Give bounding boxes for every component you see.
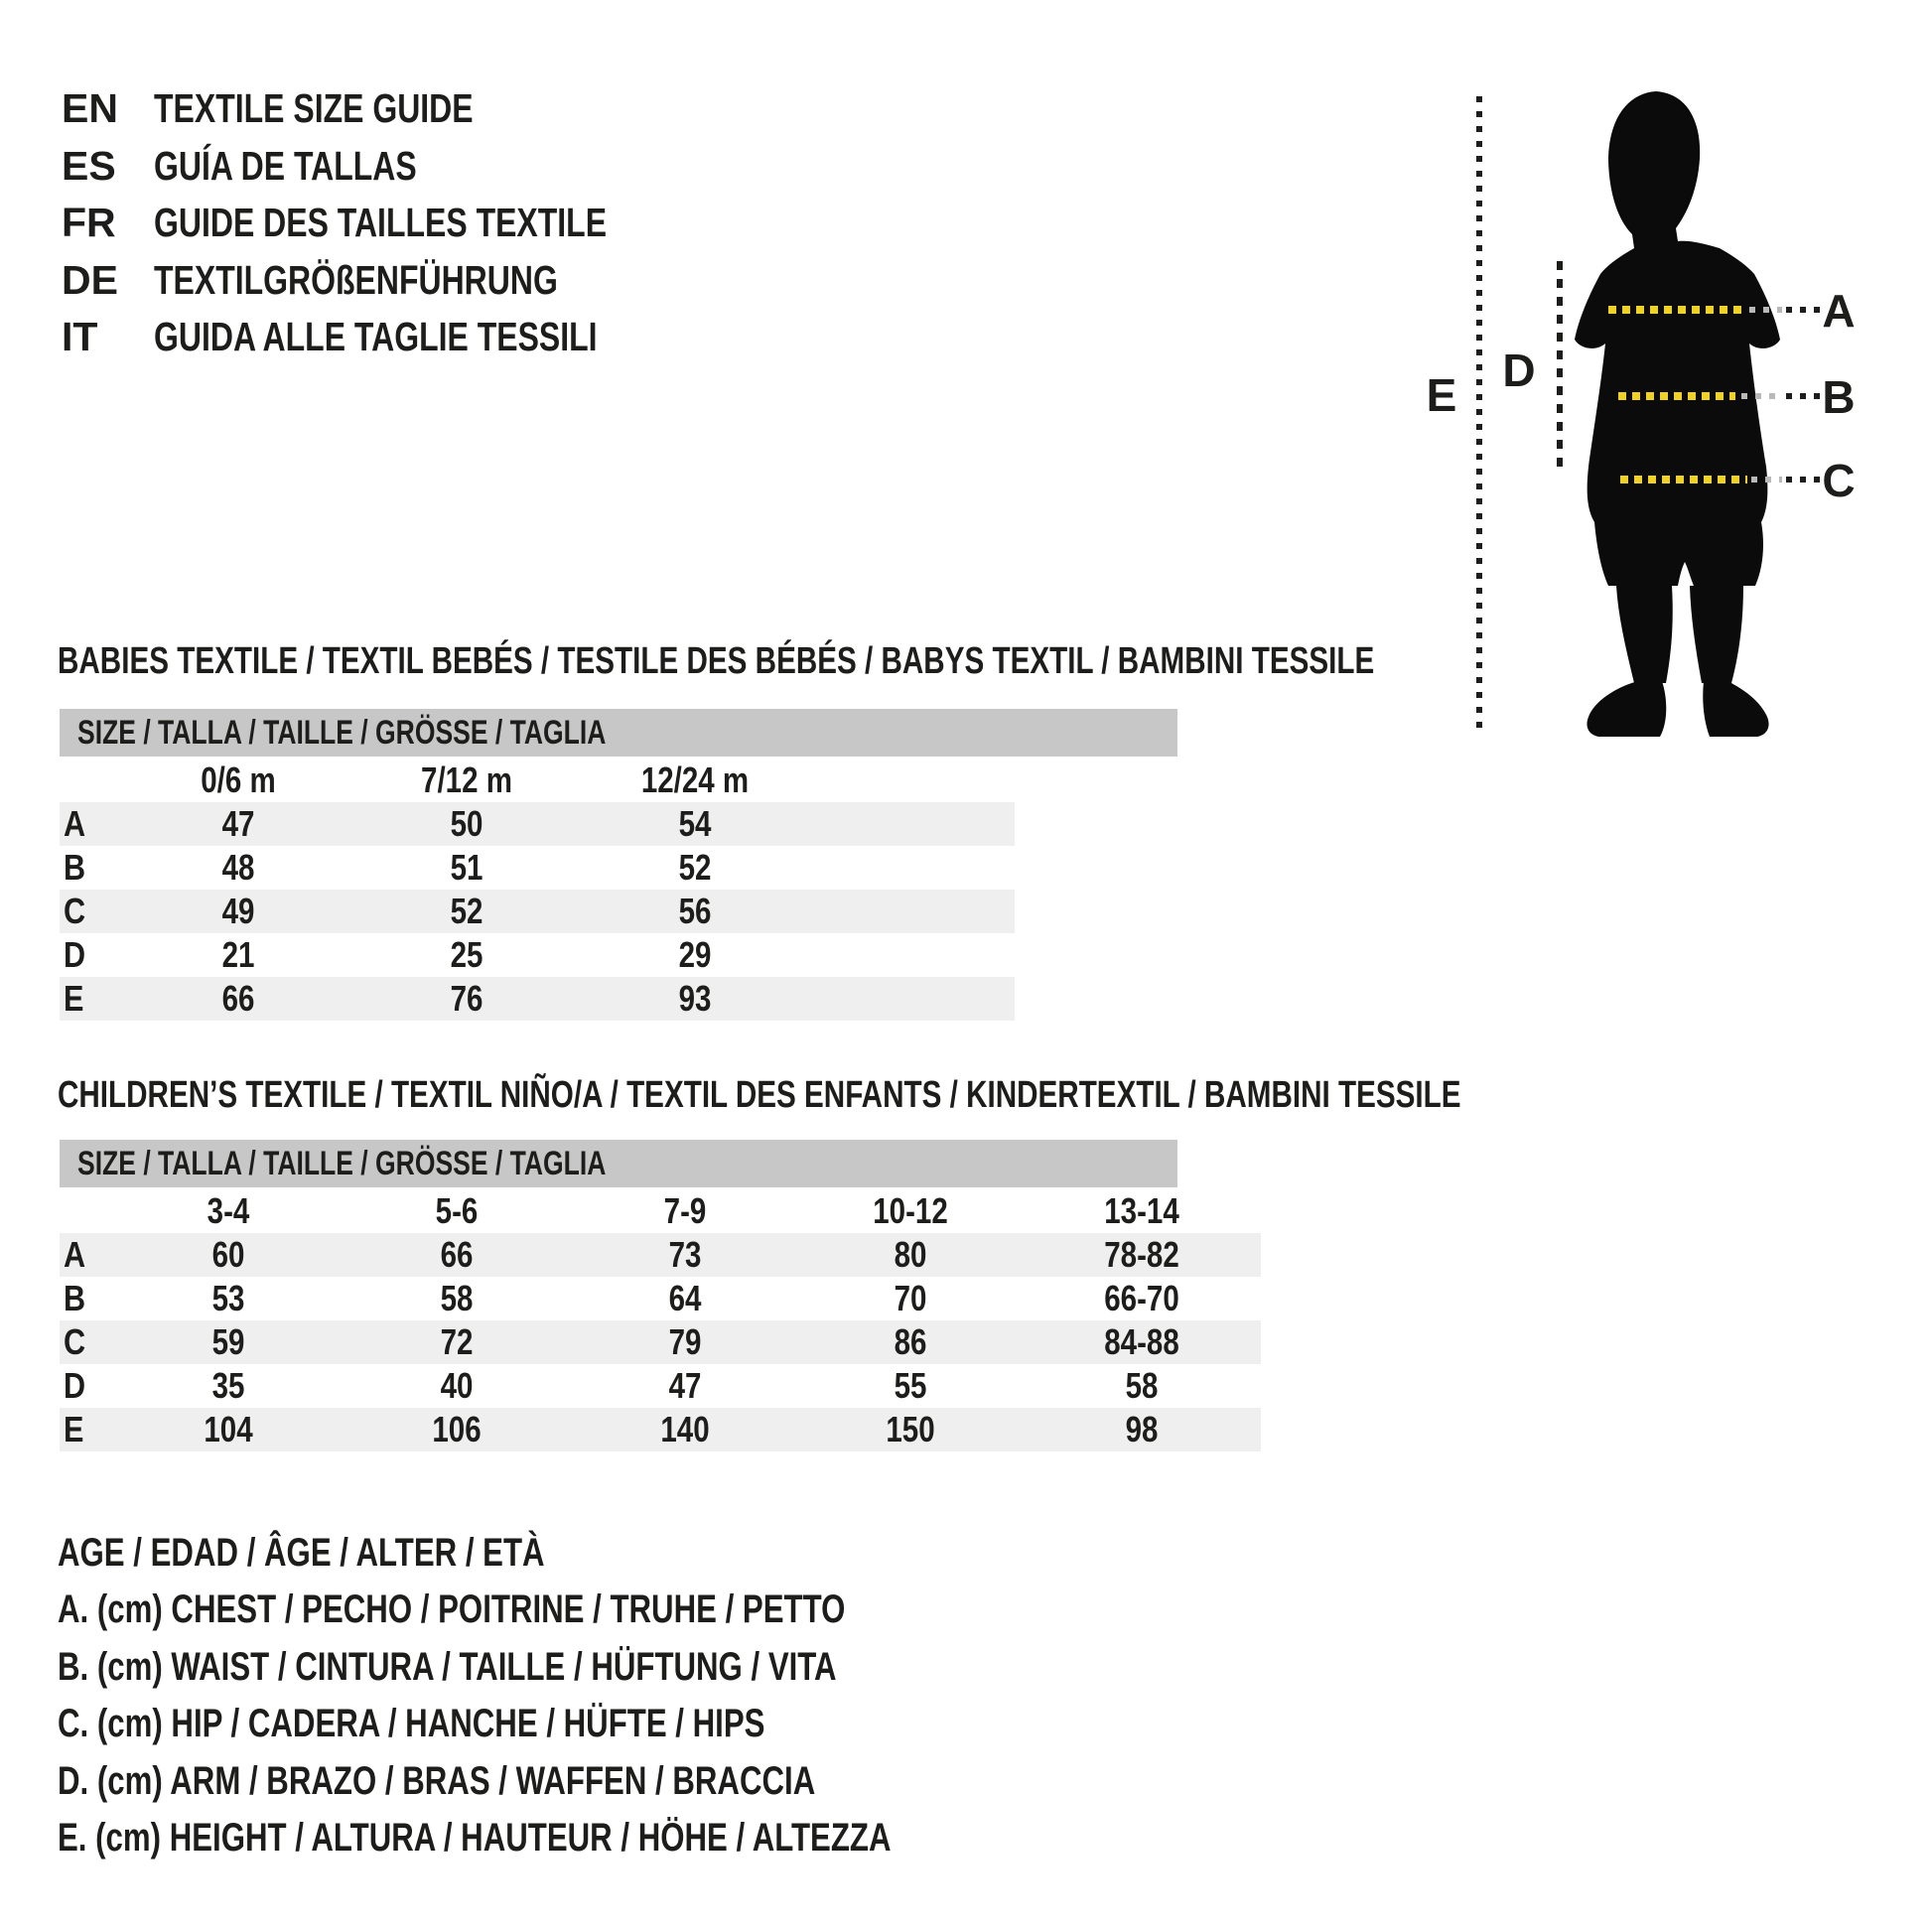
children-size-bar-text: SIZE / TALLA / TAILLE / GRÖSSE / TAGLIA (77, 1145, 607, 1182)
legend-item-waist (58, 1643, 1056, 1691)
cell: 54 (678, 803, 712, 844)
children-col-header: 10-12 (873, 1190, 948, 1231)
children-size-bar (60, 1140, 1177, 1187)
cell: 78-82 (1104, 1234, 1179, 1275)
babies-section-heading (58, 640, 1745, 682)
lang-title-en-text: TEXTILE SIZE GUIDE (154, 85, 474, 131)
figure-label-b: B (1822, 371, 1856, 423)
cell: 47 (668, 1365, 702, 1406)
cell: 73 (668, 1234, 702, 1275)
cell: 53 (211, 1278, 245, 1318)
figure-label-e: E (1426, 369, 1457, 421)
legend-item-arm-text: D. (cm) ARM / BRAZO / BRAS / WAFFEN / BRACCIA (58, 1759, 816, 1803)
lang-title-it (154, 313, 722, 360)
lang-code-it: IT (62, 314, 98, 359)
row-letter: E (64, 1409, 84, 1449)
cell: 50 (450, 803, 483, 844)
lang-title-de (154, 256, 672, 304)
row-letter: E (64, 978, 84, 1019)
children-col-header: 3-4 (207, 1190, 250, 1231)
figure-label-d: D (1502, 345, 1536, 396)
children-table (60, 1191, 1261, 1453)
lang-title-en (154, 84, 563, 132)
figure-label-c: C (1822, 455, 1856, 506)
children-row-d (60, 1364, 1261, 1408)
babies-col-header: 12/24 m (640, 759, 750, 800)
legend-age-text: AGE / EDAD / ÂGE / ALTER / ETÀ (58, 1531, 545, 1575)
row-letter: B (64, 1278, 86, 1318)
cell: 140 (660, 1409, 710, 1449)
children-row-a (60, 1233, 1261, 1277)
cell: 52 (678, 847, 712, 888)
cell: 93 (678, 978, 712, 1019)
cell: 60 (211, 1234, 245, 1275)
row-letter: D (64, 1365, 86, 1406)
row-letter: B (64, 847, 86, 888)
cell: 150 (886, 1409, 935, 1449)
babies-row-c (60, 890, 1015, 933)
children-col-header: 5-6 (435, 1190, 479, 1231)
cell: 84-88 (1104, 1321, 1179, 1362)
cell: 98 (1125, 1409, 1159, 1449)
lang-title-fr-text: GUIDE DES TAILLES TEXTILE (154, 200, 608, 245)
cell: 56 (678, 891, 712, 931)
lang-code-es: ES (62, 143, 116, 189)
cell: 66 (440, 1234, 474, 1275)
cell: 64 (668, 1278, 702, 1318)
cell: 48 (221, 847, 255, 888)
legend-item-height-text: E. (cm) HEIGHT / ALTURA / HAUTEUR / HÖHE / ALTEZZA (58, 1816, 892, 1860)
children-section-heading (58, 1074, 1857, 1116)
cell: 66 (221, 978, 255, 1019)
lang-title-es (154, 142, 490, 190)
cell: 47 (221, 803, 255, 844)
cell: 21 (221, 934, 255, 975)
lang-title-it-text: GUIDA ALLE TAGLIE TESSILI (154, 314, 598, 359)
cell: 104 (204, 1409, 253, 1449)
children-row-b (60, 1277, 1261, 1320)
babies-col-header: 0/6 m (201, 759, 276, 800)
cell: 40 (440, 1365, 474, 1406)
cell: 55 (894, 1365, 927, 1406)
babies-col-header: 7/12 m (421, 759, 512, 800)
children-row-c (60, 1320, 1261, 1364)
cell: 52 (450, 891, 483, 931)
children-col-header: 7-9 (663, 1190, 707, 1231)
lang-code-de: DE (62, 257, 118, 303)
cell: 70 (894, 1278, 927, 1318)
row-letter: C (64, 891, 86, 931)
legend-age (58, 1529, 682, 1577)
cell: 58 (440, 1278, 474, 1318)
cell: 80 (894, 1234, 927, 1275)
cell: 58 (1125, 1365, 1159, 1406)
lang-code-fr: FR (62, 200, 116, 245)
lang-title-es-text: GUÍA DE TALLAS (154, 143, 417, 189)
legend-item-height (58, 1814, 1126, 1862)
babies-size-bar-text: SIZE / TALLA / TAILLE / GRÖSSE / TAGLIA (77, 714, 607, 752)
cell: 29 (678, 934, 712, 975)
figure-label-a: A (1822, 285, 1856, 337)
lang-code-en: EN (62, 85, 118, 131)
babies-section-heading-text: BABIES TEXTILE / TEXTIL BEBÉS / TESTILE DES BÉBÉS / BABYS TEXTIL / BAMBINI TESSILE (58, 640, 1375, 682)
cell: 25 (450, 934, 483, 975)
legend-item-chest (58, 1586, 1067, 1633)
legend-item-hip (58, 1700, 964, 1747)
babies-row-b (60, 846, 1015, 890)
legend-item-arm (58, 1757, 1030, 1805)
cell: 51 (450, 847, 483, 888)
cell: 59 (211, 1321, 245, 1362)
children-col-header: 13-14 (1104, 1190, 1179, 1231)
row-letter: A (64, 1234, 86, 1275)
cell: 35 (211, 1365, 245, 1406)
babies-row-d (60, 933, 1015, 977)
legend-item-chest-text: A. (cm) CHEST / PECHO / POITRINE / TRUHE / PETTO (58, 1587, 846, 1631)
babies-row-a (60, 802, 1015, 846)
row-letter: C (64, 1321, 86, 1362)
babies-row-e (60, 977, 1015, 1021)
children-section-heading-text: CHILDREN’S TEXTILE / TEXTIL NIÑO/A / TEXTIL DES ENFANTS / KINDERTEXTIL / BAMBINI TESSILE (58, 1074, 1461, 1116)
row-letter: A (64, 803, 86, 844)
legend-item-waist-text: B. (cm) WAIST / CINTURA / TAILLE / HÜFTUNG / VITA (58, 1645, 837, 1689)
cell: 79 (668, 1321, 702, 1362)
lang-title-de-text: TEXTILGRÖßENFÜHRUNG (154, 257, 558, 303)
cell: 72 (440, 1321, 474, 1362)
children-row-e (60, 1408, 1261, 1451)
cell: 106 (432, 1409, 482, 1449)
row-letter: D (64, 934, 86, 975)
babies-size-bar (60, 709, 1177, 757)
lang-title-fr (154, 199, 735, 246)
cell: 76 (450, 978, 483, 1019)
cell: 86 (894, 1321, 927, 1362)
cell: 49 (221, 891, 255, 931)
legend-item-hip-text: C. (cm) HIP / CADERA / HANCHE / HÜFTE / HIPS (58, 1702, 765, 1745)
cell: 66-70 (1104, 1278, 1179, 1318)
babies-table (60, 760, 1261, 1023)
